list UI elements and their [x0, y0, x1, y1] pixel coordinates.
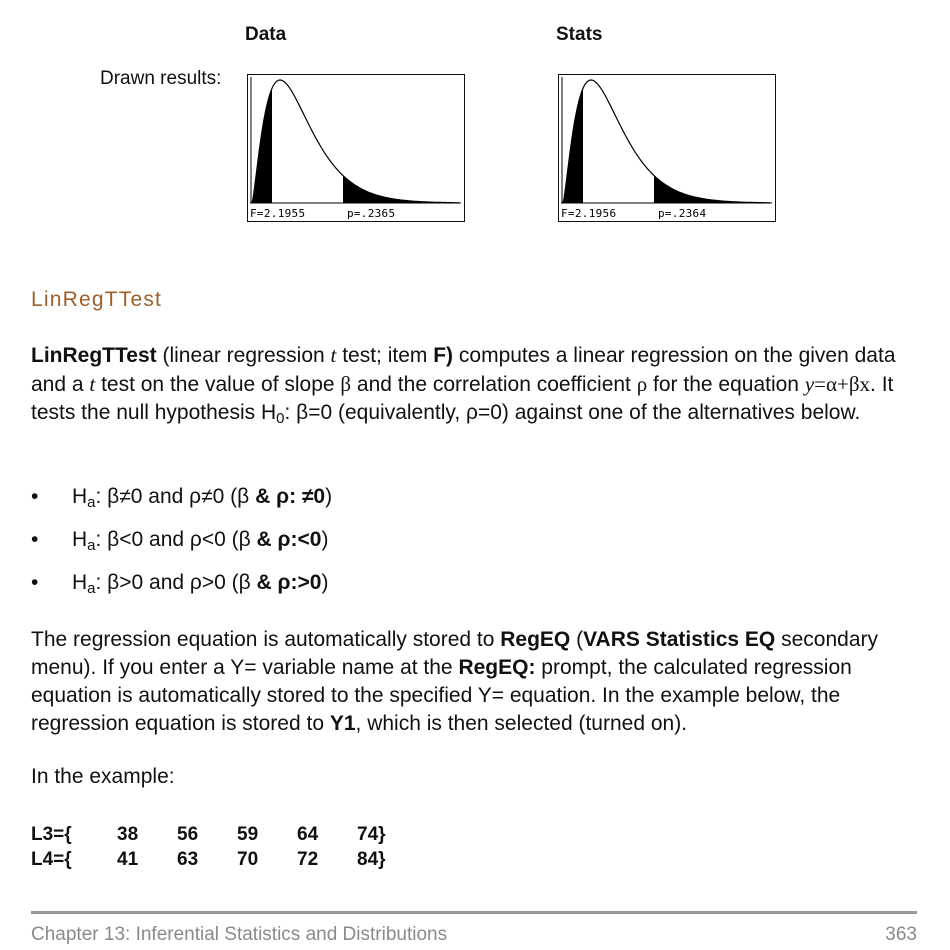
list-value: 70 — [237, 849, 259, 870]
list-row-l3 — [31, 822, 431, 848]
bullet-icon: • — [31, 485, 39, 508]
density-curve — [563, 80, 770, 203]
p-value-readout: p=.2364 — [657, 207, 707, 220]
list-name: L4={ — [31, 849, 72, 870]
p-value-readout: p=.2365 — [346, 207, 396, 220]
calculator-screen-data — [247, 74, 465, 222]
bullet-icon: • — [31, 528, 39, 551]
f-value-readout: F=2.1955 — [250, 207, 306, 220]
data-column-title: Data — [245, 24, 287, 45]
right-tail-area — [343, 176, 426, 203]
f-distribution-graph-data — [248, 75, 463, 220]
right-tail-area — [654, 176, 737, 203]
list-value: 72 — [297, 849, 319, 870]
stats-column-title: Stats — [556, 24, 603, 45]
list-value: 63 — [177, 849, 199, 870]
list-value: 41 — [117, 849, 139, 870]
screen-readout-stats — [561, 208, 773, 220]
list-value: 59 — [237, 824, 259, 845]
bullet-icon: • — [31, 571, 39, 594]
f-distribution-graph-stats — [559, 75, 774, 220]
intro-paragraph: LinRegTTest (linear regression t test; item F) computes a linear regression on the given data and a t test on the value of slope β and the correlation coefficient ρ for the equation y=α+βx. It tests the null hypothesis $H_0$: β=0 (equivalently, ρ=0) against one of the alternatives below. — [31, 343, 896, 427]
list-value: 84} — [357, 849, 386, 870]
list-value: 56 — [177, 824, 199, 845]
footer-page-number: 363 — [885, 924, 917, 945]
list-name: L3={ — [31, 824, 72, 845]
list-value: 64 — [297, 824, 319, 845]
regression-paragraph: The regression equation is automatically stored to RegEQ (VARS Statistics EQ secondary menu). If you enter a Y= variable name at the RegEQ: prompt, the calculated regression equation is automatically stored to the specified Y= equation. In the example below, the regression equation is stored to Y1, which is then selected (turned on). — [31, 628, 878, 735]
calculator-screen-stats — [558, 74, 776, 222]
footer-divider — [31, 911, 917, 914]
drawn-results-label: Drawn results: — [100, 68, 222, 89]
list-value: 74} — [357, 824, 386, 845]
f-value-readout: F=2.1956 — [561, 207, 617, 220]
section-heading: LinRegTTest — [31, 288, 163, 311]
screen-readout-data — [250, 208, 462, 220]
footer-chapter-title: Chapter 13: Inferential Statistics and Distributions — [31, 924, 448, 945]
list-row-l4 — [31, 847, 431, 873]
example-label: In the example: — [31, 765, 175, 788]
command-name: LinRegTTest — [31, 344, 157, 367]
density-curve — [252, 80, 459, 203]
list-value: 38 — [117, 824, 139, 845]
